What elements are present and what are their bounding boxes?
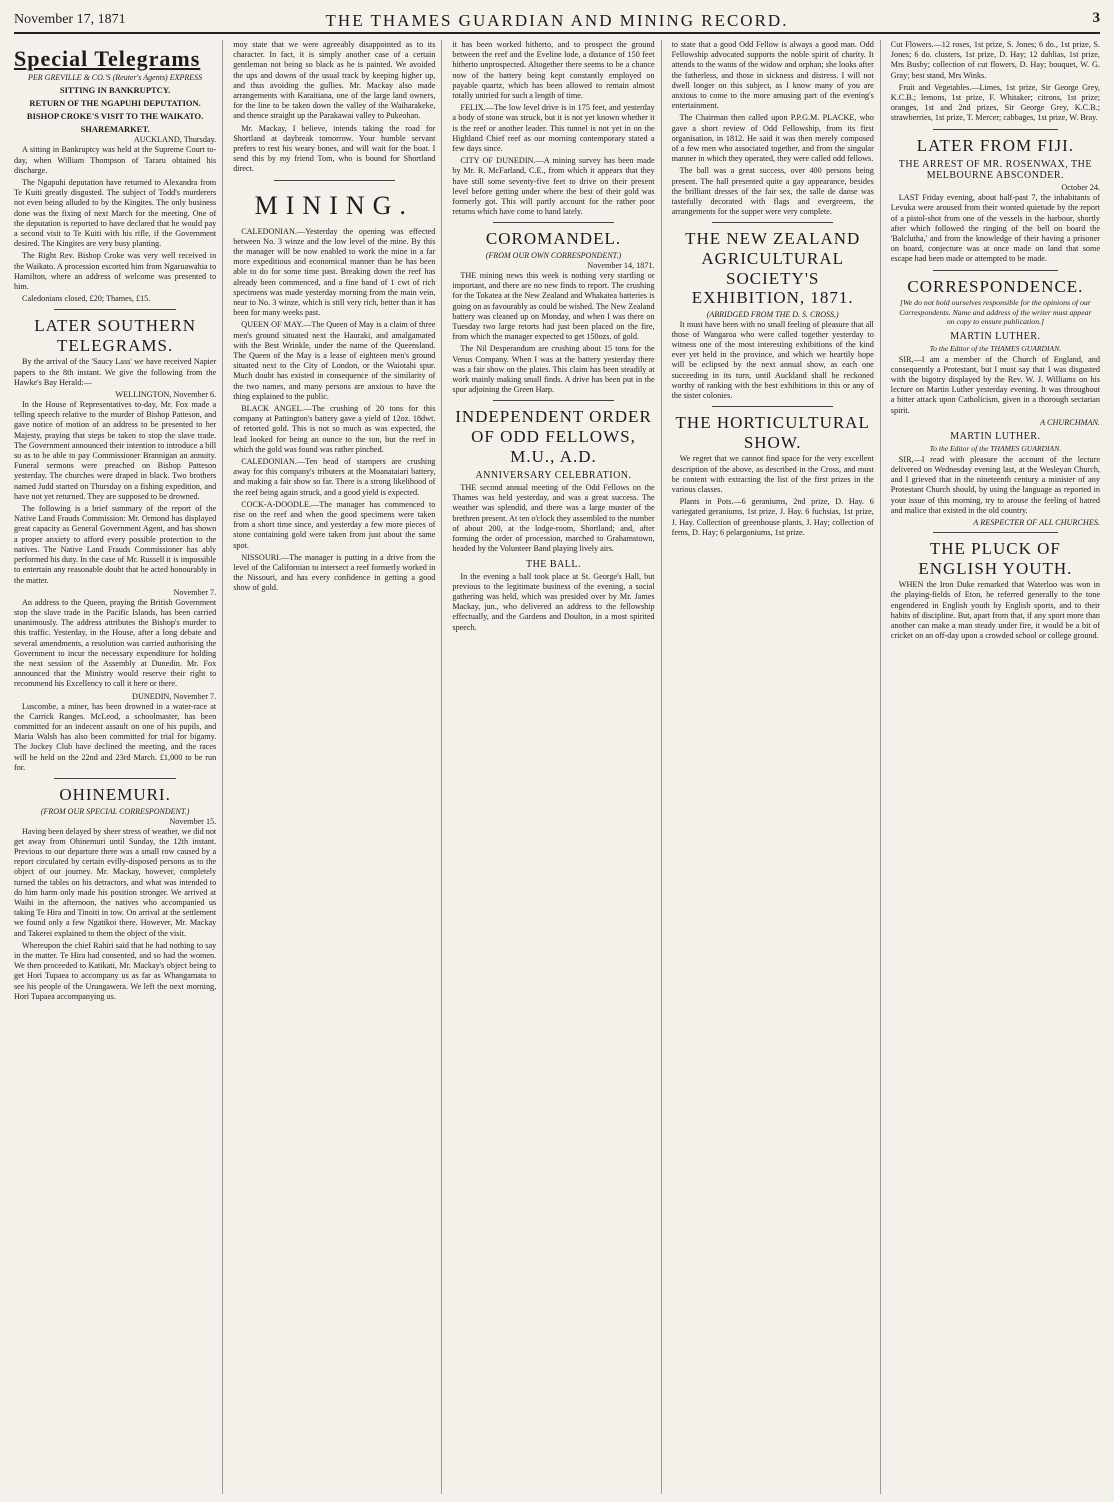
article-paragraph: An address to the Queen, praying the British Government stop the slave trade in the Pacific Islands, has been carried unanimously. The address attributes the Bishop's murder to this traffic. Yesterday, in the House, after a long debate and several amendments, a resolution was carried authorising the Government to incur the necessary expenditure for holding the next session of the Assembly at Dunedin. Mr. Fox announced that the Ministry would reserve their right to recommend his Excellency to call it here or there. — [14, 597, 217, 689]
article-paragraph: The ball was a great success, over 400 persons being present. The hall presented quite a gay appearance, besides the brilliant dresses of the fair sex, the salle de danse was tastefully decorated with flags and evergreens, the arrangements for the supper were very complete. — [671, 166, 874, 217]
article-paragraph: The Nil Desperandum are crushing about 15 tons for the Venus Company. When I was at the battery yesterday there was a fair show on the plates. This claim has been steadily at work mainly making small finds. A drive has been put in the spur adjoining the Green Harp. — [452, 344, 655, 395]
dateline: November 7. — [173, 587, 217, 597]
article-paragraph: WHEN the Iron Duke remarked that Waterloo was won in the playing-fields of Eton, he referred generally to the tone engendered in English youth by English sports, and to their habits of discipline. But, apart from that, if any sport more than another can make a man steady under fire, it would be a bit of cricket on an off-day upon a crowded school or college ground. — [890, 580, 1100, 641]
article-paragraph: In the House of Representatives to-day, Mr. Fox made a telling speech relative to the murder of Bishop Patteson, and gave notice of motion of an address to be presented to her Majesty, praying that steps be taken to stop the slave trade. The Government announced their intention to introduce a bill so as to be able to pay Commissioner Brannigan an annuity. Funeral sermons were preached on Bishop Patteson yesterday. The churches were draped in black. Two brothers named Judd started on Thursday on a fishing expedition, and have not yet returned. They are supposed to be drowned. — [14, 400, 217, 501]
article-paragraph: THE mining news this week is nothing very startling or important, and there are no new finds to report. The crushing for the Tokatea at the New Zealand and Whakatea batteries is going on as favourably as could be wished. The New Zealand battery was cleaned up on Monday, and when I was there on Tuesday two large retorts had just been placed on the fire, from which the manager expected to get 150ozs. of gold. — [452, 271, 655, 342]
subhead: BISHOP CROKE'S VISIT TO THE WAIKATO. — [26, 111, 204, 122]
article-paragraph: Whereupon the chief Rahiri said that he had nothing to say in the matter. Te Hira had consented, and so had the women. We then proceeded to Katikati, Mr. Mackay's object being to get Hori Tupaea to accompany us as far as Whangamata to see his people of the Urungawera. We left the next morning, Hori Tupaea accompanying us. — [14, 940, 217, 1001]
article-paragraph: it has been worked hitherto, and to prospect the ground between the reef and the Eveline lode, a distance of 150 feet hitherto unprospected. Altogether there seems to be a chance now of the battery being kept constantly employed on payable quartz, which has been allowed to remain almost totally untried for such a length of time. — [452, 40, 655, 101]
page-number: 3 — [1092, 10, 1100, 26]
dateline: WELLINGTON, November 6. — [115, 390, 217, 400]
article-paragraph: Having been delayed by sheer stress of weather, we did not get away from Ohinemuri until Sunday, the 12th instant. Previous to our departure there was a small row caused by a report circulated by certain evilly-disposed persons as to the object of our journey. Mr. Mackay, however, completely turned the tables on his detractors, and what was intended to do him harm only made his position stronger. We arrived at Waihi in the afternoon, the natives who accompanied us taking Te Hira and Tinoiti in tow. On arrival at the settlement we found only a few Ngatikoi there. However, Mr. Mackay and Takerei explained to them the object of the visit. — [14, 826, 217, 938]
article-paragraph: CALEDONIAN.—Ten head of stampers are crushing away for this company's tributers at the Moanataiari battery, and making a fair show so far. There is a strong likelihood of the reef being again struck, and a good yield is expected. — [233, 457, 436, 497]
divider — [493, 400, 614, 401]
letter-heading: MARTIN LUTHER. — [950, 330, 1041, 342]
subhead: SITTING IN BANKRUPTCY. — [59, 85, 171, 96]
letter-paragraph: SIR,—I read with pleasure the account of the lecture delivered on Wednesday evening last, at the Wesleyan Church, and I grieved that in the nineteenth century a minister of any Protestant Church should, by using the language as reported in your issue of this morning, try to arouse the feeling of hatred and malice that existed in the old country. — [890, 454, 1100, 515]
ohinemuri-byline: (FROM OUR SPECIAL CORRESPONDENT.) — [40, 806, 190, 816]
letter-salutation: To the Editor of the THAMES GUARDIAN. — [929, 343, 1062, 353]
article-paragraph: NISSOURI.—The manager is putting in a drive from the level of the Californian to intersect a reef formerly worked in the Nissouri, and has every confidence in getting a good show of gold. — [233, 552, 436, 593]
article-paragraph: THE second annual meeting of the Odd Fellows on the Thames was held yesterday, and was a great success. The weather was splendid, and there was a large muster of the brethren present. At ten o'clock they assembled to the number of about 200, at the lodge-room, Shortland; and, after forming the order of procession, marched to Grahamstown, headed by the Volunteer Band playing lively airs. — [452, 483, 655, 554]
letter-salutation: To the Editor of the THAMES GUARDIAN. — [929, 443, 1062, 453]
divider — [274, 180, 395, 181]
divider — [54, 778, 175, 779]
horticultural-show-heading: THE HORTICULTURAL SHOW. — [675, 413, 870, 452]
issue-date: November 17, 1871 — [14, 12, 126, 27]
dateline: November 15. — [169, 816, 217, 826]
article-paragraph: CALEDONIAN.—Yesterday the opening was effected between No. 3 winze and the low level of the mine. By this the manager will be now enabled to work the mine in a far more expeditious and economical manner than he has been able to do for some time past. Breaking down the reef has already been commenced, and a fine band of 1 cwt of rich specimens was made yesterday morning from the main vein, near to No. 3 winze, which is still very rich, better than it has been for many weeks past. — [233, 226, 436, 318]
divider — [933, 270, 1059, 271]
article-paragraph: Plants in Pots.—6 geraniums, 2nd prize, D. Hay. 6 variegated geraniums, 1st prize, J. Hay. 6 fuchsias, 1st prize, J. Hay. Collection of greenhouse plants, J. Hay; collection of ferns, D. Hay; 6 pelargoniums, 1st prize. — [671, 497, 874, 537]
masthead — [14, 6, 1100, 34]
column-2 — [233, 40, 442, 1494]
article-paragraph: The Ngapuhi deputation have returned to Alexandra from Te Kuiti greatly disgusted. The subject of Todd's murderers not even being alluded to by the Kingites. The only business done was the fixing of next March for the meeting. One of the deputation is reported to have declared that he would pay a second visit to Te Kuiti with his rifle, if the Government desired. The Kingites are very busy planting. — [14, 177, 217, 249]
column-4 — [672, 40, 881, 1494]
ohinemuri-heading: OHINEMURI. — [59, 784, 171, 804]
article-paragraph: COCK-A-DOODLE.—The manager has commenced to rise on the reef and when the good specimens were taken from a short time since, and yesterday a few more pieces of stone containing gold were taken from just about the same spot. — [233, 499, 436, 550]
oddfellows-subheading: ANNIVERSARY CELEBRATION. — [475, 470, 632, 482]
divider — [933, 532, 1059, 533]
article-paragraph: Fruit and Vegetables.—Limes, 1st prize, Sir George Grey, K.C.B.; lemons, 1st prize, F. Whitaker; citrons, 1st prize; oranges, 1st and 2nd prizes, Sir George Grey, K.C.B.; strawberries, 1st prize, T. Mercer; cabbages, 1st prize, W. Bray. — [890, 82, 1100, 123]
article-paragraph: to state that a good Odd Fellow is always a good man. Odd Fellowship advocated supports the noble spirit of charity. It attends to the wants of the widow and orphan; she looks after the fatherless, and those in sickness and distress. I will not dwell longer on this subject, as I know many of you are anxious to come to the more amusing part of the evening's entertainment. — [671, 40, 874, 111]
correspondence-heading: CORRESPONDENCE. — [907, 276, 1084, 296]
article-paragraph: QUEEN OF MAY.—The Queen of May is a claim of three men's ground situated next the Hauraki, and amalgamated with the Best Wrinkle, under the name of the Queensland. The Queen of the May is a lease of eighteen men's ground situated next to the City of London, or the Waiotahi spur. Much doubt has existed in consequence of the similarity of the two names, and many persons are anxious to have the thing explained to the public. — [233, 320, 436, 401]
correspondence-notice: [We do not hold ourselves responsible for the opinions of our Correspondents. Name and address of the writer must appear on copy to ensure publication.] — [899, 298, 1092, 327]
mining-heading: MINING. — [254, 190, 414, 220]
column-3 — [452, 40, 661, 1494]
column-1 — [14, 40, 223, 1494]
letter-signature: A CHURCHMAN. — [1040, 417, 1100, 427]
article-paragraph: BLACK ANGEL.—The crushing of 20 tons for this company at Pattington's battery gave a yield of 12oz. 18dwt. of retorted gold. This is not so much as was expected, the lead looked for being an ounce to the ton, but the reef in which the gold was found was rather pinched. — [233, 403, 436, 454]
article-paragraph: In the evening a ball took place at St. George's Hall, but previous to the legitimate business of the evening, a social gathering was held, which was presided over by Mr. James Mackay, jun., who delivered an address to the fellowship effectually, and the Gardens and Doulton, in a most spirited speech. — [452, 571, 655, 632]
article-paragraph: By the arrival of the 'Saucy Lass' we have received Napier papers to the 8th instant. We give the following from the Hawke's Bay Herald:— — [14, 357, 217, 387]
article-paragraph: moy state that we were agreeably disappointed as to its character. In fact, it is simply another case of a certain gentleman not being so black as he is painted. We avoided the ups and downs of the usual track by keeping higher up, and thus avoiding the gullies. Mr. Mackay also made arrangements with Karaitiana, one of the large land owners, for the line to be taken down the valley of the Waiharakeke, and thence straight up the Parakawai valley to Pukeohan. — [233, 40, 436, 121]
telegrams-heading: Special Telegrams — [14, 46, 201, 71]
subhead: SHAREMARKET. — [80, 124, 150, 135]
fiji-subheading: THE ARREST OF MR. ROSENWAX, THE MELBOURNE ABSCONDER. — [898, 159, 1092, 182]
divider — [712, 222, 833, 223]
article-paragraph: LAST Friday evening, about half-past 7, the inhabitants of Levuka were aroused from their wonted quietude by the report of a pistol-shot from one of the vessels in the harbour, shortly after which followed the ringing of the bell on board the 'Balclutha,' and from the knowledge of their having a prisoner on board, conjecture was at once made on land that some escape had been made or attempted to be made. — [890, 193, 1100, 264]
coromandel-byline: (FROM OUR OWN CORRESPONDENT.) — [485, 251, 622, 260]
subhead: RETURN OF THE NGAPUHI DEPUTATION. — [29, 98, 201, 109]
letter-paragraph: SIR,—I am a member of the Church of England, and consequently a Protestant, but I must say that I was disgusted with the bigotry displayed by the Rev. W. J. Williams on his lecture on Martin Luther yesterday evening. It was throughout a bitter attack upon Catholicism, given in a thorough sectarian spirit. — [890, 354, 1100, 415]
article-paragraph: We regret that we cannot find space for the very excellent description of the above, as described in the Cross, and must be content with extracting the list of the first prizes in the various classes. — [671, 454, 874, 494]
article-paragraph: Caledonians closed, £20; Thames, £15. — [22, 294, 151, 304]
article-paragraph: Mr. Mackay, I believe, intends taking the road for Shortland at daybreak tomorrow. Your humble servant prefers to rest his weary bones, and will wait for the boat. I send this by my friend Tom, who is bound for Shortland direct. — [233, 123, 436, 174]
later-telegrams-heading: LATER SOUTHERN TELEGRAMS. — [34, 316, 196, 355]
dateline: November 14, 1871. — [587, 261, 655, 270]
agricultural-society-heading: THE NEW ZEALAND AGRICULTURAL SOCIETY'S EXHIBITION, 1871. — [685, 229, 861, 308]
pluck-heading: THE PLUCK OF ENGLISH YOUTH. — [918, 539, 1073, 578]
article-paragraph: Luscombe, a miner, has been drowned in a water-race at the Carrick Ranges. McLeod, a schoolmaster, has been committed for an indecent assault on one of his pupils, and Maria Walsh has also been committed for trial for bigamy. The Jockey Club have declined the meeting, and the races will be held on the 22nd and 23rd March. £1,000 to be run for. — [14, 701, 217, 772]
column-5 — [891, 40, 1100, 1494]
article-paragraph: The following is a brief summary of the report of the Native Land Frauds Commission: Mr. Ormond has displayed great capacity as General Government Agent, and has shown a proper anxiety to afford every possible protection to the natives. The Native Land Frauds Commissioner has ably performed his duty. In the case of Mr. Russell it is impossible to entertain any reasonable doubt that he acted honourably in the matter. — [14, 504, 217, 585]
divider — [933, 129, 1059, 130]
telegrams-source: PER GREVILLE & CO.'S (Reuter's Agents) EXPRESS — [28, 73, 203, 83]
dateline: October 24. — [1061, 183, 1100, 193]
dateline: AUCKLAND, Thursday. — [133, 135, 217, 145]
article-paragraph: A sitting in Bankruptcy was held at the Supreme Court to-day, when William Thompson of Tararu obtained his discharge. — [14, 145, 217, 175]
article-paragraph: Cut Flowers.—12 roses, 1st prize, S. Jones; 6 do., 1st prize, S. Jones; 6 do. clusters, 1st prize, D. Hay; 12 dahlias, 1st prize, Mrs Busby; collection of cut flowers, D. Hay; bouquet, W. G. Gray; best stand, Mrs Winks. — [890, 40, 1100, 80]
oddfellows-heading: INDEPENDENT ORDER OF ODD FELLOWS, M.U., A.D. — [455, 407, 652, 466]
newspaper-title: THE THAMES GUARDIAN AND MINING RECORD. — [325, 11, 789, 30]
article-paragraph: FELIX.—The low level drive is in 175 feet, and yesterday a body of stone was struck, but it is not yet known whether it is the reef or another leader. This tunnel is not yet in on the Highland Chief reef as our morning contemporary stated a few days since. — [452, 103, 655, 154]
article-paragraph: The Chairman then called upon P.P.G.M. PLACKE, who gave a short review of Odd Fellowship, from its first organisation, in 1812. He said it was then merely composed of a few men who associated together, and from the singular manner in which they operated, they were called odd fellows. — [671, 113, 874, 164]
letter-heading: MARTIN LUTHER. — [950, 430, 1041, 442]
letter-signature: A RESPECTER OF ALL CHURCHES. — [973, 518, 1100, 528]
article-paragraph: CITY OF DUNEDIN.—A mining survey has been made by Mr. R. McFarland, C.E., from which it appears that they have still some seventy-five feet to drive on their present level before getting under where the best of their gold was formerly got. This will partly account for the rather poor returns which have come to hand lately. — [452, 156, 655, 217]
article-paragraph: It must have been with no small feeling of pleasure that all those of Wangaroa who were called together yesterday to witness one of the most interesting exhibitions of the kind ever yet held in the province, and which we heartily hope will be eclipsed by the next annual show, as each one succeeding in its turn, until Auckland shall be reckoned worthy of ranking with the best exhibitions in this or any of the sister colonies. — [671, 319, 874, 401]
dateline: DUNEDIN, November 7. — [132, 691, 217, 701]
article-paragraph: The Right Rev. Bishop Croke was very well received in the Waikato. A procession escorted him from Ngaruawahia to Hamilton, where an address of welcome was presented to him. — [14, 251, 217, 291]
ball-heading: THE BALL. — [525, 558, 582, 570]
divider — [712, 406, 833, 407]
agricultural-society-source: (ABRIDGED FROM THE D. S. CROSS.) — [706, 309, 839, 319]
divider — [493, 222, 614, 223]
fiji-heading: LATER FROM FIJI. — [916, 135, 1074, 155]
newspaper-columns — [14, 40, 1100, 1494]
divider — [54, 309, 175, 310]
coromandel-heading: COROMANDEL. — [485, 229, 622, 249]
